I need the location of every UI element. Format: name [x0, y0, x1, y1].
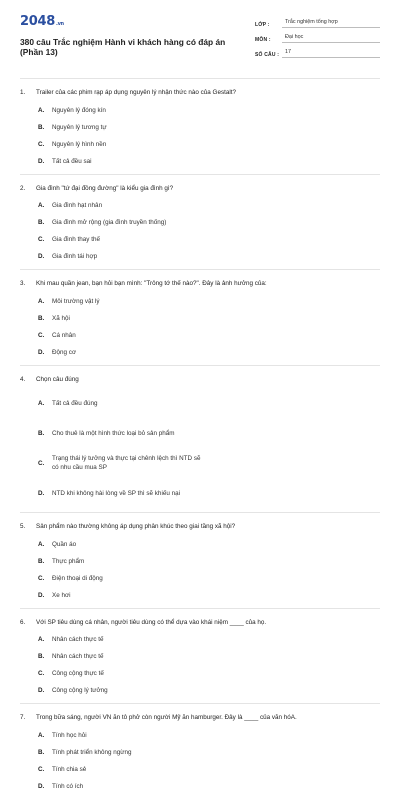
question-3 — [20, 269, 380, 365]
question-1 — [20, 78, 380, 174]
option-letter: A. — [38, 106, 45, 114]
option-d[interactable] — [38, 591, 210, 600]
logo-main: 2048 — [20, 14, 55, 29]
option-text: Gia đình tái hợp — [52, 253, 98, 260]
option-list — [20, 201, 380, 269]
option-text: Gia đình thay thế — [52, 236, 100, 243]
option-b[interactable] — [38, 422, 210, 444]
meta-label: SỐ CÂU : — [255, 52, 280, 58]
option-letter: C. — [38, 459, 45, 467]
option-text: Công cộng thực tế — [52, 670, 104, 677]
logo-sub: .vn — [55, 21, 64, 27]
option-text: Gia đình mở rộng (gia đình truyền thống) — [52, 219, 167, 226]
option-c[interactable] — [38, 765, 210, 774]
option-letter: B. — [38, 429, 45, 437]
option-letter: D. — [38, 687, 45, 694]
option-text: Nhân cách thực tế — [52, 653, 104, 660]
option-text: Môi trường vật lý — [52, 297, 100, 305]
meta-value: 17 — [282, 49, 380, 58]
meta-box — [255, 14, 380, 74]
question-prompt: Chọn câu đúng — [36, 375, 79, 383]
option-text: Thực phẩm — [52, 557, 85, 565]
option-text: Tính học hỏi — [52, 731, 87, 739]
option-text: Tất cả đều đúng — [52, 399, 98, 407]
header-left — [20, 14, 240, 74]
option-letter: C. — [38, 140, 45, 148]
question-text — [20, 619, 380, 628]
option-letter: B. — [38, 653, 45, 660]
question-text — [20, 185, 380, 194]
option-text: Tính phát triển không ngừng — [52, 748, 132, 756]
document-title: 380 câu Trắc nghiệm Hành vi khách hàng có đáp án (Phần 13) — [20, 37, 226, 57]
option-text: Cá nhân — [52, 331, 76, 339]
option-text: Tất cả đều sai — [52, 157, 92, 165]
site-logo[interactable] — [20, 14, 240, 29]
option-text: Tính có ích — [52, 782, 84, 790]
question-prompt: Gia đình "tứ đại đồng đường" là kiểu gia đình gì? — [36, 184, 174, 192]
question-4 — [20, 365, 380, 513]
option-letter: D. — [38, 782, 45, 790]
option-text: Tính chia sẻ — [52, 765, 87, 773]
option-list — [20, 635, 380, 703]
question-text — [20, 280, 380, 289]
question-number: 3. — [20, 280, 26, 287]
option-list — [20, 392, 380, 512]
option-text: Trạng thái lý tưởng và thực tại chênh lệch thì NTD sẽ có nhu cầu mua SP — [52, 455, 201, 471]
option-letter: B. — [38, 219, 45, 226]
option-letter: D. — [38, 489, 45, 497]
option-d[interactable] — [38, 686, 210, 695]
option-list — [20, 297, 380, 365]
option-text: Nguyên lý tương tự — [52, 123, 107, 131]
option-letter: A. — [38, 636, 45, 643]
option-c[interactable] — [38, 331, 210, 340]
option-c[interactable] — [38, 140, 210, 149]
option-text: Cho thuê là một hình thức loại bỏ sản phẩm — [52, 429, 175, 437]
option-letter: A. — [38, 202, 45, 209]
option-letter: A. — [38, 540, 45, 548]
option-c[interactable] — [38, 452, 210, 474]
option-text: NTD khi không hài lòng về SP thì sẽ khiếu nại — [52, 489, 180, 497]
question-prompt: Sản phẩm nào thường không áp dụng phân khúc theo giai tầng xã hội? — [36, 523, 236, 530]
option-text: Nhân cách thực tế — [52, 636, 104, 643]
question-prompt: Khi mau quần jean, bạn hỏi bạn mình: "Trông tớ thế nào?". Đây là ảnh hưởng của: — [36, 280, 267, 287]
option-text: Nguyên lý đóng kín — [52, 106, 106, 114]
option-letter: A. — [38, 297, 45, 305]
option-a[interactable] — [38, 392, 210, 414]
option-b[interactable] — [38, 652, 210, 661]
option-a[interactable] — [38, 201, 210, 210]
option-a[interactable] — [38, 540, 210, 549]
option-d[interactable] — [38, 482, 210, 504]
option-text: Điện thoại di động — [52, 574, 103, 582]
page-header — [20, 0, 380, 74]
option-list — [20, 731, 380, 799]
option-text: Động cơ — [52, 348, 77, 356]
question-6 — [20, 608, 380, 704]
option-letter: C. — [38, 670, 45, 677]
option-letter: B. — [38, 748, 45, 756]
question-number: 2. — [20, 184, 26, 192]
option-letter: A. — [38, 731, 45, 739]
option-d[interactable] — [38, 348, 210, 357]
question-prompt: Với SP tiêu dùng cá nhân, người tiêu dùng có thể dựa vào khái niệm ____ của họ. — [36, 618, 267, 626]
option-letter: D. — [38, 591, 45, 599]
option-letter: D. — [38, 157, 45, 165]
question-text — [20, 89, 380, 98]
question-number: 1. — [20, 89, 26, 96]
option-letter: B. — [38, 314, 45, 322]
question-number: 5. — [20, 523, 26, 530]
question-number: 7. — [20, 714, 26, 721]
meta-value[interactable]: Trắc nghiệm tổng hợp — [282, 19, 380, 28]
option-text: Gia đình hạt nhân — [52, 202, 103, 209]
meta-row-class — [255, 15, 380, 28]
question-prompt: Trailer của các phim rạp áp dụng nguyên lý nhận thức nào của Gestalt? — [36, 89, 237, 96]
question-text — [20, 523, 380, 532]
meta-value[interactable]: Đại học — [282, 34, 380, 43]
option-text: Công cộng lý tưởng — [52, 687, 108, 694]
option-list — [20, 540, 380, 608]
option-letter: B. — [38, 123, 45, 131]
question-number: 4. — [20, 375, 26, 383]
option-b[interactable] — [38, 218, 210, 227]
option-a[interactable] — [38, 635, 210, 644]
question-2 — [20, 174, 380, 270]
meta-label: LỚP : — [255, 22, 270, 28]
option-b[interactable] — [38, 123, 210, 132]
option-letter: C. — [38, 236, 45, 243]
option-d[interactable] — [38, 782, 210, 791]
meta-row-count — [255, 45, 380, 58]
meta-label: MÔN : — [255, 37, 271, 43]
option-letter: B. — [38, 557, 45, 565]
question-5 — [20, 512, 380, 608]
option-c[interactable] — [38, 235, 210, 244]
option-letter: A. — [38, 399, 45, 407]
question-7 — [20, 703, 380, 799]
question-text — [20, 376, 380, 385]
option-letter: D. — [38, 253, 45, 260]
option-letter: C. — [38, 765, 45, 773]
option-letter: D. — [38, 348, 45, 356]
option-a[interactable] — [38, 106, 210, 115]
option-list — [20, 106, 380, 174]
option-b[interactable] — [38, 748, 210, 757]
question-number: 6. — [20, 618, 26, 626]
option-d[interactable] — [38, 157, 210, 166]
question-text — [20, 714, 380, 723]
option-c[interactable] — [38, 574, 210, 583]
option-text: Quần áo — [52, 540, 77, 548]
option-b[interactable] — [38, 557, 210, 566]
option-c[interactable] — [38, 669, 210, 678]
option-a[interactable] — [38, 297, 210, 306]
option-text: Xã hội — [52, 314, 70, 322]
question-list — [20, 78, 380, 799]
option-letter: C. — [38, 574, 45, 582]
option-letter: C. — [38, 331, 45, 339]
question-prompt: Trong bữa sáng, người VN ăn tô phở còn người Mỹ ăn hamburger. Đây là ____ của văn hóA. — [36, 714, 297, 721]
option-d[interactable] — [38, 252, 210, 261]
option-text: Xe hơi — [52, 591, 71, 599]
meta-row-subject — [255, 30, 380, 43]
option-a[interactable] — [38, 731, 210, 740]
option-text: Nguyên lý hình nền — [52, 140, 107, 148]
option-b[interactable] — [38, 314, 210, 323]
